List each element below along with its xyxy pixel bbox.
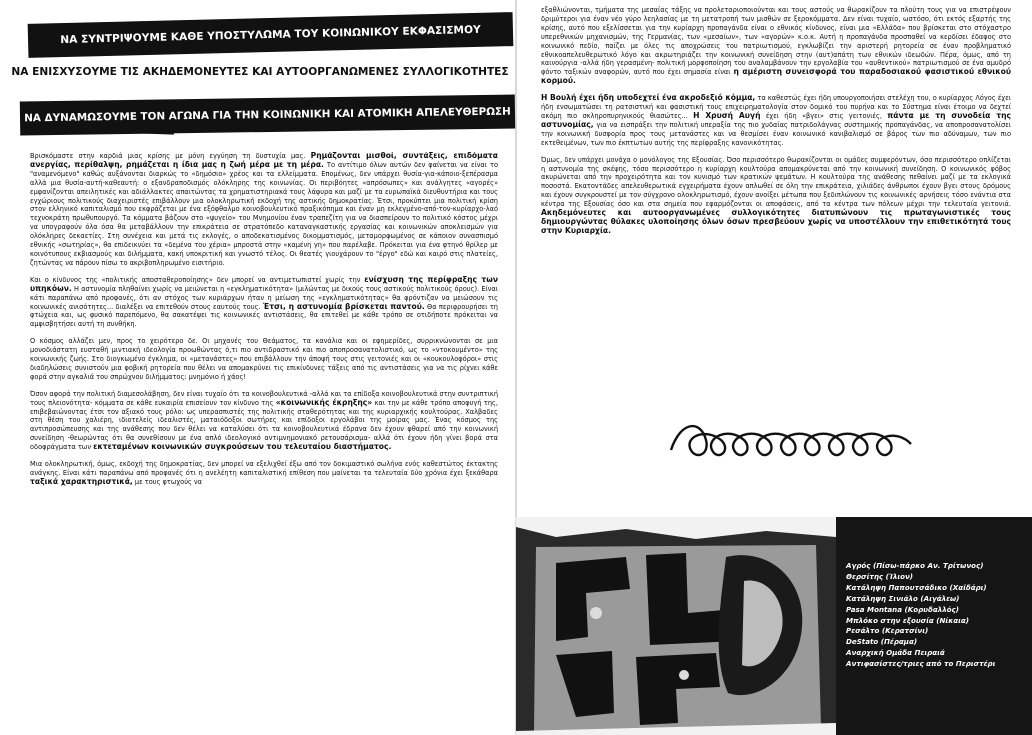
- paragraph: [30, 276, 498, 329]
- bold-text-run: Έτσι, η αστυνομία βρίσκεται παντού.: [262, 301, 425, 311]
- signatory: Αντιφασίστες/τριες από το Περιστέρι: [846, 659, 996, 669]
- bold-text-run: ταξικά χαρακτηριστικά,: [30, 476, 133, 486]
- text-run: τα καθεστώς έχει ήδη υπουργοποιήσει στελέχη του, ο κυρίαρχος Λόγος έχει ήδη ενσωματώσει τη ρατσιστική και φασιστική τους επιχειρηματολογία στον δομικό του πυρήνα και το Σύστημα είναι έτοιμο να δεχτεί ακόμη πιο σκληροπυρηνικούς θιασώτες...: [541, 94, 1011, 120]
- bold-text-run: η αμέριστη συνεισφορά του παραδοσιακού φασιστικού εθνικού κορμού.: [541, 67, 1011, 86]
- smashed-swastika-stencil-image: [516, 517, 836, 735]
- text-run: Βρισκόμαστε στην καρδιά μιας κρίσης με μόνη εγγύηση τη δυστυχία μας.: [30, 152, 311, 160]
- right-page: [516, 0, 1032, 735]
- signatory: Αναρχική Ομάδα Πειραιά: [846, 648, 945, 658]
- signatories-list: [846, 561, 1026, 670]
- right-body-text: [541, 6, 1011, 416]
- bold-text-run: Ακηδεμόνευτες και αυτοοργανωμένες συλλογικότητες διατυπώνουν τις πρωταγωνιστικές τους δημιουργώντας θύλακες υλοποίησης όλων όσων πρεσβεύουν χωρίς να υποστέλλουν την επιθετικότητά τους στην Κυριαρχία.: [541, 208, 1011, 235]
- bold-text-run: ενίσχυση της περίφραξης των υπηκόων.: [30, 274, 498, 293]
- text-run: Η αστυνομία πληθαίνει χωρίς να μειώνεται η «εγκληματικότητα» (μιλώντας με δικούς τους αστικούς πολιτικούς όρους). Είναι κάτι παραπάνω από προφανές, ότι αν στόχος των κυριάρχων ήταν η μείωση της «εγκληματικότητας» θα φρόντιζαν να μειώσουν τις κοινωνικές ανισότητες... διαλέξει να επιτεθούν στους εαυτούς τους.: [30, 284, 498, 311]
- left-body-text: [30, 152, 498, 732]
- text-run: Και ο κίνδυνος της «πολιτικής αποσταθεροποίησης» δεν μπορεί να αντιμετωπιστεί χωρίς την: [30, 275, 365, 284]
- signatory: Κατάληψη Παπουτσάδικο (Χαϊδάρι): [846, 582, 987, 592]
- signatory: Κατάληψη Σινιάλο (Αιγάλεω): [846, 593, 960, 603]
- headline-banner-3: ΝΑ ΔΥΝΑΜΩΣΟΥΜΕ ΤΟΝ ΑΓΩΝΑ ΓΙΑ ΤΗΝ ΚΟΙΝΩΝΙΚΗ ΚΑΙ ΑΤΟΜΙΚΗ ΑΠΕΛΕΥΘΕΡΩΣΗ: [20, 95, 515, 136]
- signatory: DeStato (Πέραμα): [846, 637, 918, 647]
- text-run: Θα περιφρουρήσει τη φτώχεια και, ως φυσικό παρεπόμενο, θα σακατέψει τις κοινωνικές αντιστάσεις, θα επιτεθεί με κάθε τρόπο σε οτιδήποτε πρόκειται να αμφισβητήσει αυτή τη συνθήκη.: [30, 302, 498, 329]
- text-run: και την με κάθε τρόπο αποφυγή της, επιβεβαιώνοντας έτσι τον αξιακό τους ρόλο: ως υπερασπιστές της πολιτικής σταθερότητας και της κυριαρχικής κουλτούρας. Χαλβαδες στη θέση του χαλιέρη, ιδιοτελείς ιδεαλιστές, ματαιόδοξοι σωτήρες και επίδοξοι εργολάβοι της μοίρας μας. Ένας κόσμος της αντιπροσώπευσης και της ανάθεσης που δεν θέλει να καταλύσει ότι τα κοινοβουλευτικά έδρανα δεν έχουν φθαρεί από την κοινωνική συνείδηση -θεωρώντας ότι θα συνεθίσουν με ένα απλό ιδεολογικό αντιμνημονιακό ρετουσάρισμα- αλλά ότι έχουν ήδη γίνει βορά στα οδοφράγματα των: [30, 398, 498, 452]
- paragraph: [30, 390, 498, 452]
- paragraph: [541, 156, 1011, 236]
- text-run: Όσον αφορά την πολιτική διαμεσολάβηση, δεν είναι τυχαίο ότι τα κοινοβουλευτικά -αλλά και τα επίδοξα κοινοβουλευτικά στην συντριπτική τους πλειονότητα- κόμματα σε κάθε ευκαιρία επισείουν τον κίνδυνο της: [30, 389, 498, 407]
- bold-text-run: «κοινωνικής έκρηξης»: [275, 397, 373, 407]
- signatory: Θερσίτης (Ίλιον): [846, 571, 914, 581]
- signatory: Pasa Montana (Κορυδαλλός): [846, 604, 960, 614]
- paragraph: [30, 337, 498, 382]
- bold-text-run: Ρημάζονται μισθοί, συντάξεις, επιδόματα ανεργίας, περίθαλψη, ρημάζεται η ίδια μας η ζωή μέρα με τη μέρα.: [30, 152, 498, 169]
- paragraph: [541, 6, 1011, 86]
- stencil-photo-panel: [516, 517, 1032, 735]
- bold-text-run: Η Βουλή έχει ήδη υποδεχτεί ένα ακροδεξιό κόμμα,: [541, 93, 756, 103]
- headline-banner-1: ΝΑ ΣΥΝΤΡΙΨΟΥΜΕ ΚΑΘΕ ΥΠΟΣΤΥΛΩΜΑ ΤΟΥ ΚΟΙΝΩΝΙΚΟΥ ΕΚΦΑΣΙΣΜΟΥ: [28, 12, 514, 58]
- text-run: έχει ήδη «βγει» στις γειτονιές,: [760, 111, 888, 120]
- signatory: Μπλόκο στην εξουσία (Νίκαια): [846, 615, 969, 625]
- paragraph: [541, 94, 1011, 147]
- text-run: Ο κόσμος αλλάζει μεν, προς το χειρότερο δε. Οι μηχανές του Θεάματος, τα κανάλια και οι εφημερίδες, συρρικνώνονται σε μια μονοδιάστατη ευσταθή μιντιακή ιδεολογία προωθώντας ό,τι πιο αντιδραστικό και πιο αποπροσανατολιστικό, ως το «ντοκουμέντο» της κοινωνικής ζωής. Στο διογκωμένο έγκλημα, οι «μετανάστες» που επιβάλλουν την άποψή τους στις γειτονιές και οι «κουκουλοφόροι» στις διαδηλώσεις συνιστούν μια φοβική ρητορεία που θέλει να απομακρύνει τις επικίνδυνες τάξεις από τις αντιστάσεις για να τις ρίχνει κάθε φορά στην αγκαλιά του σπρώχνου διλήμματος: μνημόνιο ή χάος!: [30, 337, 498, 381]
- text-run: με τους φτωχούς να: [132, 477, 203, 486]
- text-run: Όμως, δεν υπάρχει μονάχα ο μονόλογος της Εξουσίας. Όσο περισσότερο θωρακίζονται οι ομάδες συμφερόντων, όσο περισσότερο οπλίζεται η αστυνομία της σκέψης, τόσο περισσότερο η κυρίαρχη κουλτούρα απομακρύνεται από την κοινωνική συνείδηση. Ο κοινωνικός φόβος ακυρώνεται από την προχειρότητα και τον κυνισμό των κρατικών ψεμάτων. Η κουλτούρα της ανάθεσης πεθαίνει μαζί με τα εκλογικά ποσοστά. Εκατοντάδες απελευθερωτικά εγχειρήματα έχουν απλωθεί σε όλη την επικράτεια, χιλιάδες άνθρωποι έχουν βγει στους δρόμους και έχουν συγκρουστεί με τον σύγχρονο ολοκληρωτισμό, έχουν ανοίξει μέτωπα που ξεδιπλώνουν τις κοινωνικές αρνήσεις τόσο ενάντια στα κέντρα της Εξουσίας όσο και στα σημεία που εφαρμόζονται οι αποφάσεις, από τα κέντρα των πόλεων μέχρι την τελευταία γειτονιά.: [541, 155, 1011, 209]
- text-run: για να εισπράξει την πολιτική υπεραξία της πιο χυδαίας πατριδολάγνας συστημικής προπαγάνδας, να αποπροσανατολίσει την κοινωνική δυσφορία προς τους μετανάστες και να θεσμίσει έναν κοινωνικό κανιβαλισμό σε βάρος των πιο αδύναμων, των πιο εκτεθειμένων, των πιο έκπτωτων αυτής της περίφραξης κανονικότητας.: [541, 120, 1011, 147]
- text-run: Μια ολοκληρωτική, όμως, εκδοχή της δημοκρατίας, δεν μπορεί να εξελιχθεί έξω από τον δοκιμαστικό σωλήνα ενός καθεστώτος έκτακτης ανάγκης. Είναι κάτι παραπάνω από προφανές ότι η ανελέητη καπιταλιστική επίθεση που μαίνεται τα τελευταία δύο χρόνια έχει ξεκάθαρα: [30, 460, 498, 477]
- text-run: Το αντίτιμο όλων αυτών δεν φαίνεται να είναι το "αναμενόμενο" καθώς αυξάνονται διαρκώς το «δημόσιο» χρέος και τα ελλείμματα. Επομένως, δεν υπάρχει θυσία-για-κάποιο-ξεπέρασμα αλλά μια θυσία-αυτή-καθεαυτή: ο εξανδραποδισμός ολόκληρης της κοινωνίας. Οι περιβόητες «απρόσωπες» και ανάλγητες «αγορές» εμφανίζονται απειλητικές και αδιάλλακτες απαιτώντας τα χρηματιστηριακά τους λάφυρα και μαζί με τα ευρωπαϊκά διευθυντήρια και τους εγχώριους πολιτικούς διαχειριστές επιβάλλουν μια ολοκληρωτική εκδοχή της αστικής δημοκρατίας. Έτσι, προκύπτει μια πολιτική κρίση στον ελληνικό καπιταλισμό που εκφράζεται με ένα εξόφθαλμο κοινοβουλευτικό πραξικόπημα και έναν μη εκλεγμένο-από-τον-κυρίαρχο-λαό τεχνοκράτη πρωθυπουργό. Τα κόμματα βάζουν στο «ψυγείο» του Μνημονίου έναν τραπεζίτη για να διασπείρουν το πολιτικό κόστος μέχρι να υπογραφούν όλα όσα θα μεταβάλλουν την επικράτεια σε στρατόπεδο καταναγκαστικής εργασίας και κοινωνικών αποκλεισμών για ολόκληρες δεκαετίες. Στη συνέχεια και μετά τις εκλογές, ο αποδεκατισμένος δικομματισμός, μεταμορφωμένος σε κάποιον συνασπισμό εθνικής «σωτηρίας», θα επιδεικνύει τα «δεμένα του χέρια» μπροστά στην «καμένη γη» που παρέλαβε. Πρόκειται για ένα φτηνό θρίλερ με κοινότυπους εκβιασμούς και διλήμματα, κακή υποκριτική και γνωστό τέλος. Οι θεατές γιουχάρουν το "έργο" εδώ και καιρό στις πλατείες, ζητώντας να πάρουν πίσω το ακριβοπληρωμένο εισιτήριο.: [30, 160, 498, 267]
- signatory: Ρεσάλτο (Κερατσίνι): [846, 626, 929, 636]
- headline-banner-2: ΝΑ ΕΝΙΣΧΥΣΟΥΜΕ ΤΙΣ ΑΚΗΔΕΜΟΝΕΥΤΕΣ ΚΑΙ ΑΥΤΟΟΡΓΑΝΩΜΕΝΕΣ ΣΥΛΛΟΓΙΚΟΤΗΤΕΣ: [11, 66, 509, 78]
- bold-text-run: πάντα με τη συνοδεία της αστυνομίας,: [541, 110, 1011, 129]
- spiral-decoration: [666, 410, 916, 468]
- bold-text-run: Η Χρυσή Αυγή: [693, 110, 761, 120]
- signatory: Αγρός (Πίσω-πάρκο Αν. Τρίτωνος): [846, 561, 984, 570]
- paragraph: [30, 460, 498, 487]
- paragraph: [30, 152, 498, 268]
- text-run: εξαθλιώνονται, τμήματα της μεσαίας τάξης να προλεταριοποιούνται και τους αστούς να θωρακίζουν τα πλούτη τους για να επιστρέψουν δριμύτεροι για έναν νέο γύρο λεηλασίας με τη μετατροπή των μισθών σε ξεροκόμματα. Δεν είναι τυχαίο, ωστόσο, ότι εκτός εξαρτής της κρίσης, αυτό που εξελίσσεται για την κυρίαρχη προπαγάνδα είναι ο εθνικός κίνδυνος, είναι μια «Ελλάδα» που βρίσκεται στο στόχαστρο υπερεθνικών μηχανισμών, της Γερμανίας, των «μεσαίων», των «αγορών» κ.ο.κ. Αυτή η προπαγάνδα προσπαθεί να κερδίσει έδαφος στο κοινωνικό πεδίο, παίζει με όλες τις αποχρώσεις του πατριωτισμού, εγκλωβίζει την αριστερή ρητορεία σε έναν προβληματικό εθνικοαπελευθερωτικό λόγο και ακρωτηριάζει την κοινωνική συνείδηση στην (αυτ)απάτη των εθνικών ιδεωδών. Πέρα, όμως, από τη καινούργια -αλλά ήδη γερασμένη- πολιτική μορφοποίηση του αναλαμβάνουν την εργολαβία του «αυθεντικού» πατριωτισμού σε ένα αμυδρό φόντο ταξικών αναφορών, αυτό που έχει σημασία είναι: [541, 6, 1011, 77]
- bold-text-run: εκτεταμένων κοινωνικών συγκρούσεων του τελευταίου διαστήματος.: [93, 442, 392, 452]
